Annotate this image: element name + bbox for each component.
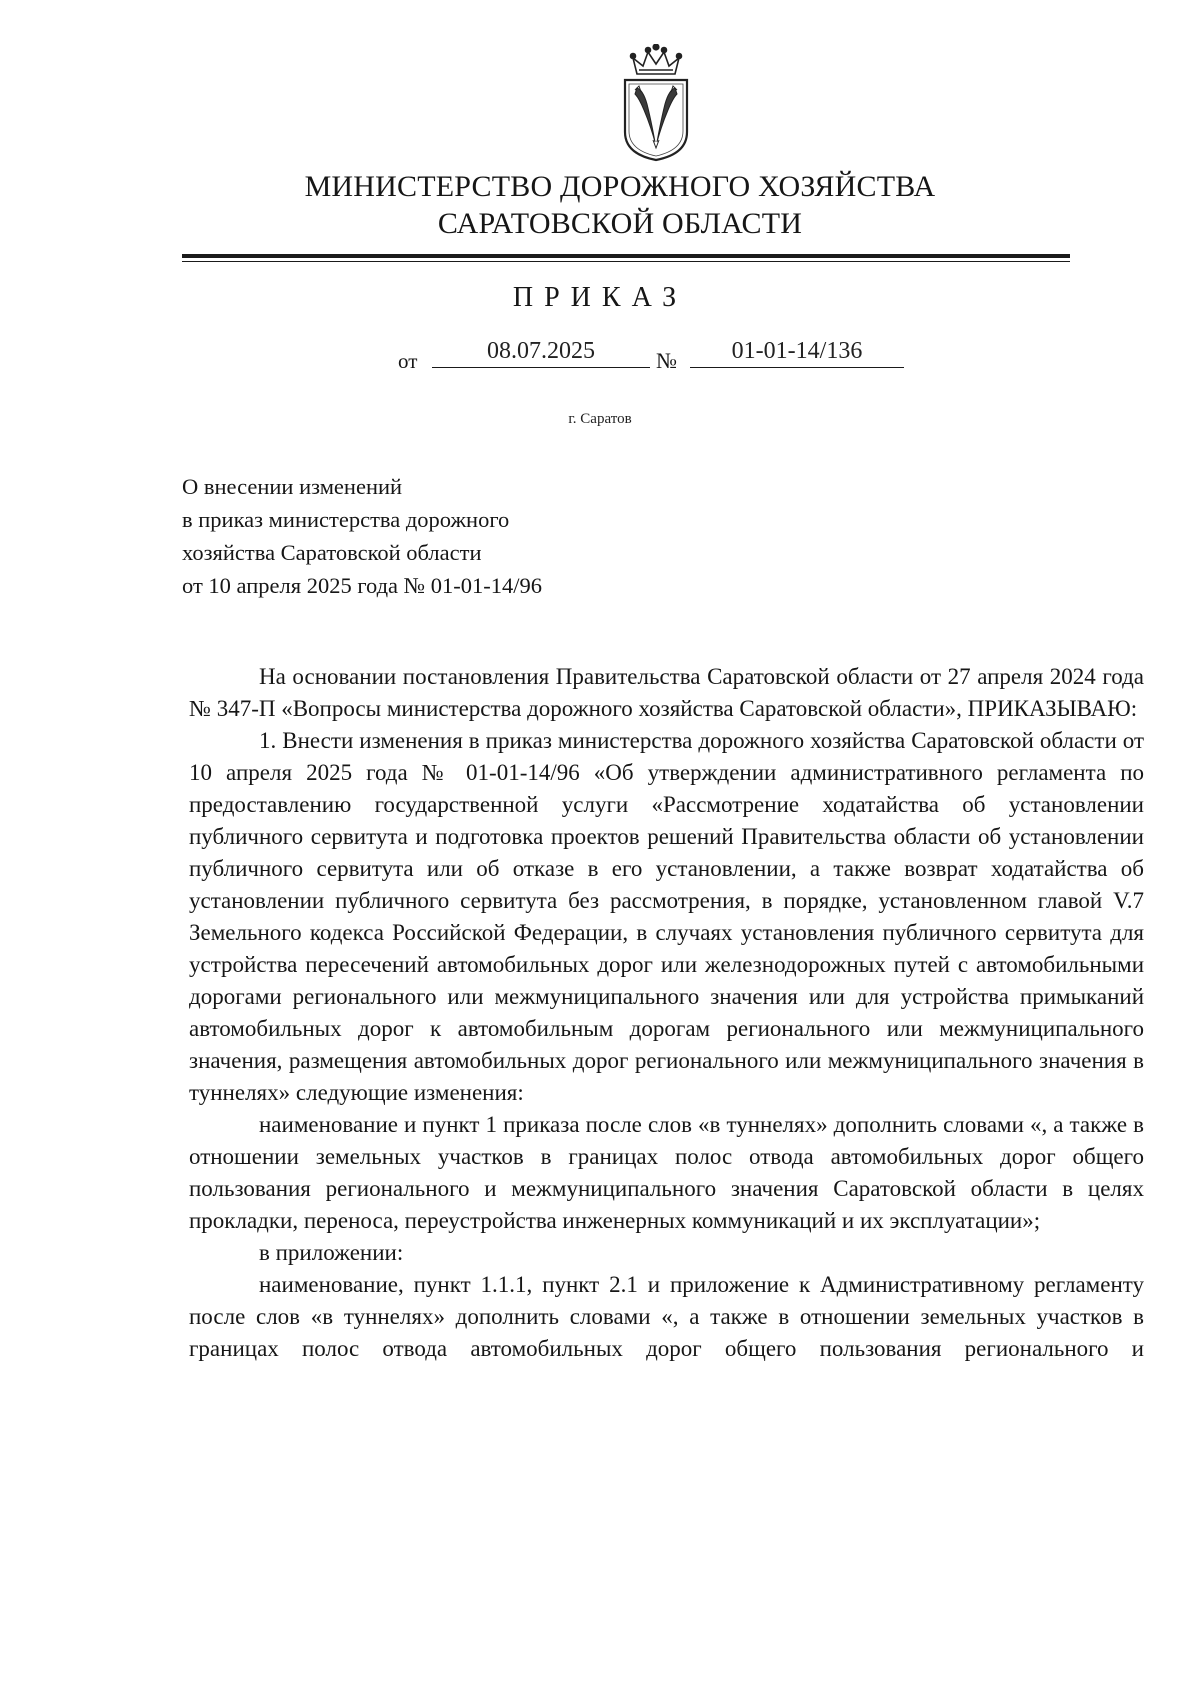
header-rule-thin (182, 261, 1070, 262)
document-type-title: ПРИКАЗ (512, 282, 688, 313)
order-number: 01-01-14/136 (690, 336, 904, 368)
body-paragraph-amendment-title: наименование и пункт 1 приказа после слов «в туннелях» дополнить словами «, а также в отношении земельных участков в границах полос отвода автомобильных дорог общего пользования регионального и межмуниципального значения Саратовской области в целях прокладки, переноса, переустройства инженерных коммуникаций и их эксплуатации»; (189, 1112, 1144, 1233)
city: г. Саратов (568, 411, 632, 427)
subject-line2: в приказ министерства дорожного (182, 507, 510, 532)
number-label: № (656, 348, 677, 373)
body-paragraph-item1: 1. Внести изменения в приказ министерства дорожного хозяйства Саратовской области от 10 апреля 2025 года № 01-01-14/96 «Об утверждении административного регламента по предоставлению государственной услуги «Рассмотрение ходатайства об установлении публичного сервитута и подготовка проектов решений Правительства области об установлении публичного сервитута или об отказе в его установлении, а также возврат ходатайства об установлении публичного сервитута без рассмотрения, в порядке, установленном главой V.7 Земельного кодекса Российской Федерации, в случаях установления публичного сервитута для устройства пересечений автомобильных дорог или железнодорожных путей с автомобильными дорогами регионального или межмуниципального значения или для устройства примыканий автомобильных дорог к автомобильным дорогам регионального или межмуниципального значения, размещения автомобильных дорог регионального или межмуниципального значения в туннелях» следующие изменения: (189, 728, 1144, 1105)
body-paragraph-basis: На основании постановления Правительства Саратовской области от 27 апреля 2024 года № 347-П «Вопросы министерства дорожного хозяйства Саратовской области», ПРИКАЗЫВАЮ: (189, 664, 1144, 721)
header-rule-thick (182, 254, 1070, 258)
body-paragraph-in-appendix: в приложении: (259, 1240, 404, 1265)
ministry-name (240, 168, 1000, 242)
ministry-name-line2: САРАТОВСКОЙ ОБЛАСТИ (437, 207, 803, 240)
order-subject (182, 470, 642, 602)
order-body (189, 661, 1144, 1365)
coat-of-arms-emblem (617, 44, 695, 162)
body-paragraph-amendment-appendix: наименование, пункт 1.1.1, пункт 2.1 и приложение к Административному регламенту после слов «в туннелях» дополнить словами «, а также в отношении земельных участков в границах полос отвода автомобильных дорог общего пользования регионального и (189, 1272, 1144, 1361)
subject-line1: О внесении изменений (182, 474, 403, 499)
ministry-name-line1: МИНИСТЕРСТВО ДОРОЖНОГО ХОЗЯЙСТВА (304, 170, 936, 203)
subject-line4: от 10 апреля 2025 года № 01-01-14/96 (182, 573, 542, 598)
order-date: 08.07.2025 (432, 336, 650, 368)
subject-line3: хозяйства Саратовской области (182, 540, 482, 565)
date-label: от (398, 349, 418, 373)
